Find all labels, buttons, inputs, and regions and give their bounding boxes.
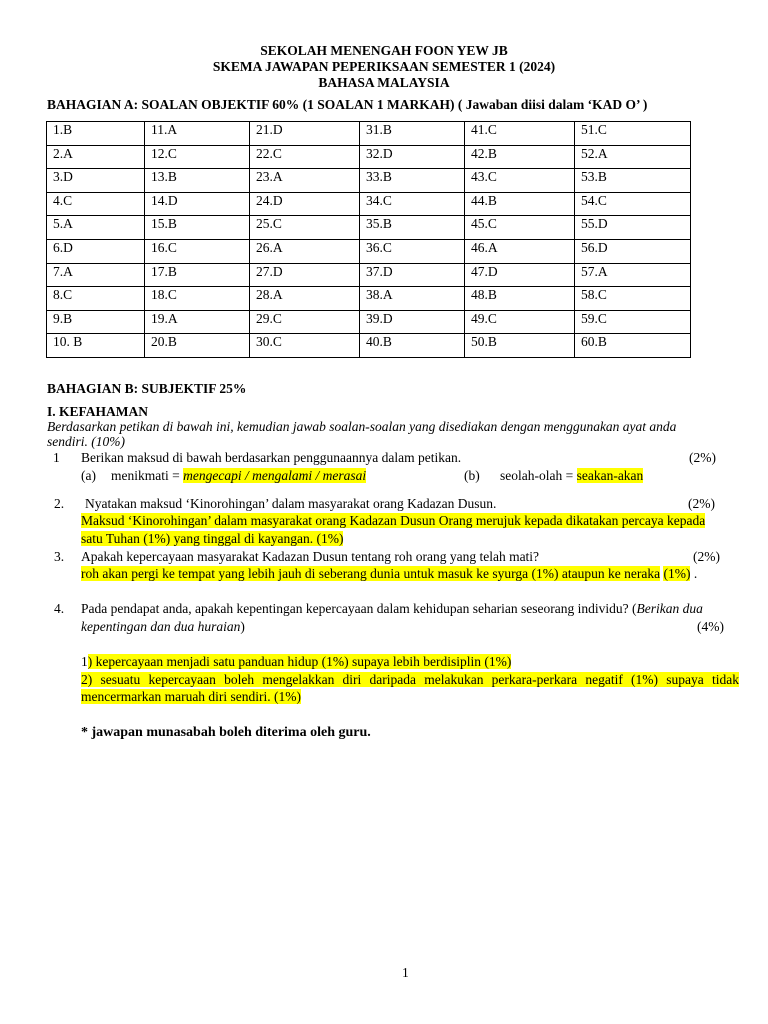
answer-cell: 57.A	[575, 263, 691, 287]
q1-b-word: seolah-olah =	[500, 468, 577, 483]
answer-cell: 15.B	[145, 216, 250, 240]
q1-a-label: (a)	[81, 468, 96, 483]
answer-cell: 2.A	[47, 145, 145, 169]
answer-cell: 60.B	[575, 334, 691, 358]
q1-a	[111, 468, 366, 484]
answer-cell: 28.A	[250, 287, 360, 311]
answer-cell: 39.D	[360, 310, 465, 334]
answer-cell: 22.C	[250, 145, 360, 169]
answer-cell: 16.C	[145, 239, 250, 263]
answer-cell: 21.D	[250, 122, 360, 146]
answer-cell: 40.B	[360, 334, 465, 358]
answer-cell: 5.A	[47, 216, 145, 240]
answer-cell: 42.B	[465, 145, 575, 169]
answer-cell: 46.A	[465, 239, 575, 263]
answer-cell: 41.C	[465, 122, 575, 146]
page-number: 1	[402, 965, 409, 980]
answer-cell: 52.A	[575, 145, 691, 169]
section-a-heading: BAHAGIAN A: SOALAN OBJEKTIF 60% (1 SOALAN 1 MARKAH) ( Jawaban diisi dalam ‘KAD O’ )	[47, 97, 648, 112]
q4-answer-1-lead: 1	[81, 654, 88, 669]
teacher-note: * jawapan munasabah boleh diterima oleh guru.	[81, 725, 371, 740]
answer-row	[47, 334, 691, 358]
q4-answer-2-l2: mencermarkan maruah diri sendiri. (1%)	[81, 689, 302, 704]
q4-text-line-2	[81, 619, 245, 635]
answer-cell: 51.C	[575, 122, 691, 146]
q4-answer-2-line-1	[81, 671, 739, 689]
q3-answer-main: roh akan pergi ke tempat yang lebih jauh di seberang dunia untuk masuk ke syurga (1%) ataupun ke neraka	[81, 566, 661, 581]
answer-cell: 1.B	[47, 122, 145, 146]
answer-cell: 29.C	[250, 310, 360, 334]
q4-text-2-italic: kepentingan dan dua huraian	[81, 619, 241, 634]
answer-cell: 3.D	[47, 169, 145, 193]
q4-answer-1: ) kepercayaan menjadi satu panduan hidup (1%) supaya lebih berdisiplin (1%)	[87, 654, 512, 669]
document-title: SKEMA JAWAPAN PEPERIKSAAN SEMESTER 1 (2024)	[212, 59, 556, 74]
q2-answer-2: satu Tuhan (1%) yang tinggal di kayangan. (1%)	[81, 531, 344, 546]
q2-marks: (2%)	[688, 496, 715, 511]
answer-cell: 32.D	[360, 145, 465, 169]
answer-cell: 45.C	[465, 216, 575, 240]
answer-cell: 59.C	[575, 310, 691, 334]
q2-answer-line-2	[81, 531, 343, 547]
q4-marks: (4%)	[697, 619, 724, 634]
answer-cell: 12.C	[145, 145, 250, 169]
answer-cell: 4.C	[47, 192, 145, 216]
answer-row	[47, 263, 691, 287]
answer-cell: 14.D	[145, 192, 250, 216]
q1-b-answer: seakan-akan	[576, 468, 644, 483]
q4-text-line-1	[81, 601, 703, 617]
q2-answer-1: Maksud ‘Kinorohingan’ dalam masyarakat orang Kadazan Dusun Orang merujuk kepada dikatakan percaya kepada	[81, 513, 706, 528]
answer-cell: 55.D	[575, 216, 691, 240]
q1-marks: (2%)	[689, 450, 716, 465]
answer-cell: 9.B	[47, 310, 145, 334]
answer-cell: 27.D	[250, 263, 360, 287]
answer-cell: 19.A	[145, 310, 250, 334]
q4-answer-2-l1: 2) sesuatu kepercayaan boleh mengelakkan diri daripada melakukan perkara-perkara negatif (1%) supaya tidak	[81, 672, 739, 687]
part-heading: I. KEFAHAMAN	[47, 404, 148, 419]
q2-text: Nyatakan maksud ‘Kinorohingan’ dalam masyarakat orang Kadazan Dusun.	[85, 496, 497, 511]
answer-cell: 50.B	[465, 334, 575, 358]
answer-cell: 43.C	[465, 169, 575, 193]
instruction-line-2: sendiri. (10%)	[47, 434, 125, 449]
answer-cell: 23.A	[250, 169, 360, 193]
q4-number: 4.	[54, 601, 65, 616]
q2-number: 2.	[54, 496, 65, 511]
answer-cell: 56.D	[575, 239, 691, 263]
q4-answer-1-line	[81, 654, 511, 670]
q3-answer-tail: (1%)	[663, 566, 691, 581]
q3-answer-line	[81, 566, 697, 582]
answer-cell: 24.D	[250, 192, 360, 216]
answer-cell: 8.C	[47, 287, 145, 311]
answer-cell: 7.A	[47, 263, 145, 287]
answer-cell: 25.C	[250, 216, 360, 240]
answer-key-body	[47, 122, 691, 358]
answer-cell: 48.B	[465, 287, 575, 311]
section-b-heading: BAHAGIAN B: SUBJEKTIF 25%	[47, 381, 247, 396]
answer-cell: 20.B	[145, 334, 250, 358]
q4-text-1-italic: Berikan dua	[636, 601, 703, 616]
q4-answer-2-line-2	[81, 689, 301, 705]
q1-a-answer: mengecapi / mengalami / merasai	[183, 468, 367, 483]
answer-row	[47, 239, 691, 263]
answer-cell: 31.B	[360, 122, 465, 146]
answer-row	[47, 122, 691, 146]
answer-cell: 6.D	[47, 239, 145, 263]
q3-answer-end: .	[690, 566, 698, 581]
q2-answer-line-1	[81, 513, 705, 529]
answer-cell: 58.C	[575, 287, 691, 311]
subject-title: BAHASA MALAYSIA	[318, 75, 450, 90]
answer-cell: 37.D	[360, 263, 465, 287]
answer-cell: 13.B	[145, 169, 250, 193]
answer-row	[47, 310, 691, 334]
q1-a-word: menikmati =	[111, 468, 184, 483]
answer-cell: 33.B	[360, 169, 465, 193]
q3-marks: (2%)	[693, 549, 720, 564]
instruction-line-1: Berdasarkan petikan di bawah ini, kemudian jawab soalan-soalan yang disediakan dengan menggunakan ayat anda	[47, 419, 677, 434]
q1-number: 1	[53, 450, 60, 465]
answer-cell: 38.A	[360, 287, 465, 311]
answer-cell: 26.A	[250, 239, 360, 263]
answer-cell: 17.B	[145, 263, 250, 287]
answer-row	[47, 216, 691, 240]
q4-text-1: Pada pendapat anda, apakah kepentingan kepercayaan dalam kehidupan seharian seseorang individu? (	[81, 601, 637, 616]
answer-cell: 47.D	[465, 263, 575, 287]
answer-row	[47, 287, 691, 311]
answer-cell: 54.C	[575, 192, 691, 216]
answer-cell: 49.C	[465, 310, 575, 334]
school-name: SEKOLAH MENENGAH FOON YEW JB	[260, 43, 508, 58]
q3-number: 3.	[54, 549, 65, 564]
answer-row	[47, 145, 691, 169]
q1-b-label: (b)	[464, 468, 480, 483]
q1-b	[500, 468, 643, 484]
answer-cell: 36.C	[360, 239, 465, 263]
q1-text: Berikan maksud di bawah berdasarkan penggunaannya dalam petikan.	[81, 450, 462, 465]
q4-text-2-end: )	[240, 619, 245, 634]
answer-cell: 10. B	[47, 334, 145, 358]
answer-cell: 34.C	[360, 192, 465, 216]
answer-cell: 30.C	[250, 334, 360, 358]
answer-row	[47, 169, 691, 193]
answer-cell: 53.B	[575, 169, 691, 193]
answer-row	[47, 192, 691, 216]
answer-cell: 44.B	[465, 192, 575, 216]
answer-key-table	[46, 121, 691, 358]
answer-cell: 11.A	[145, 122, 250, 146]
answer-cell: 18.C	[145, 287, 250, 311]
answer-cell: 35.B	[360, 216, 465, 240]
q3-text: Apakah kepercayaan masyarakat Kadazan Dusun tentang roh orang yang telah mati?	[81, 549, 540, 564]
